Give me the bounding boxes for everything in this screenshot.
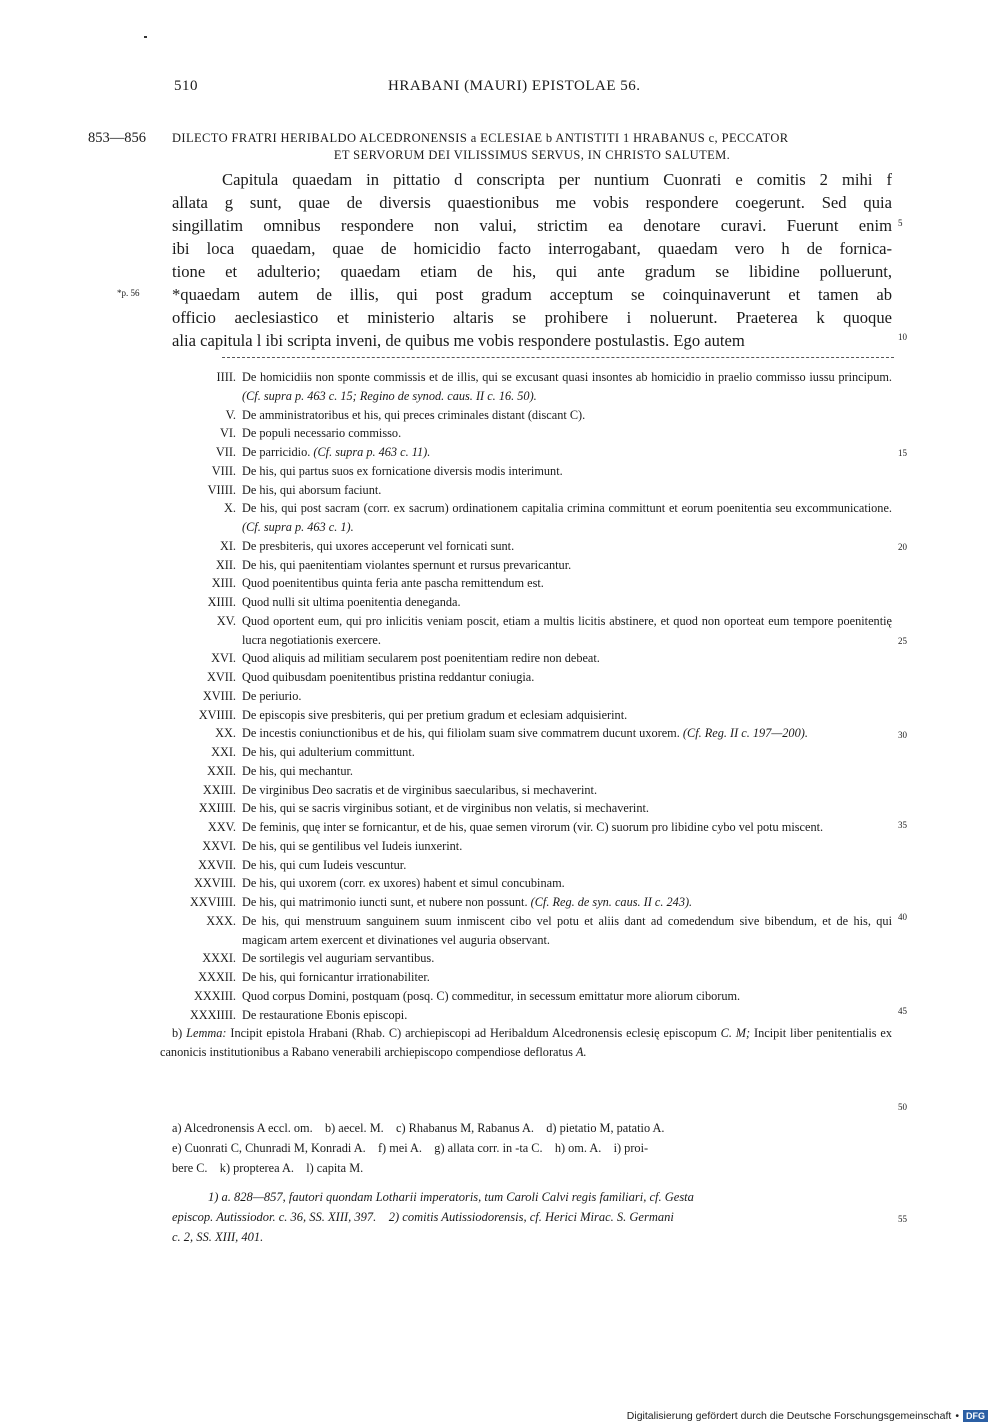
chapter-text: De his, qui se gentilibus vel Iudeis iunxerint.	[242, 838, 463, 853]
chapter-item	[160, 593, 892, 612]
chapter-item	[160, 781, 892, 800]
chapter-number: VIII.	[211, 463, 236, 478]
footer-text: Digitalisierung gefördert durch die Deutsche Forschungsgemeinschaft	[626, 1410, 952, 1422]
chapter-text: De periurio.	[242, 688, 302, 703]
lemma-siglum: C. M;	[720, 1026, 751, 1041]
chapter-text: De his, qui mechantur.	[242, 763, 353, 778]
chapter-text: De his, qui cum Iudeis vescuntur.	[242, 857, 407, 872]
chapter-item	[160, 799, 892, 818]
chapter-number: VII.	[215, 445, 236, 459]
chapter-item	[160, 556, 892, 575]
chapter-reference: (Cf. Reg. de syn. caus. II c. 243).	[530, 895, 693, 909]
body-line: singillatim omnibus respondere non valui, strictim ea denotare curavi. Fuerunt enim	[172, 216, 892, 235]
line-number: 5	[898, 218, 903, 228]
chapter-reference: (Cf. supra p. 463 c. 11).	[313, 445, 431, 459]
chapter-text: De restauratione Ebonis episcopi.	[242, 1007, 408, 1022]
lemma-text: Incipit epistola Hrabani (Rhab. C) archiepiscopi ad Heribaldum Alcedronensis eclesię episcopum	[230, 1026, 717, 1041]
chapter-item	[160, 874, 892, 893]
chapter-text: De his, qui post sacram (corr. ex sacrum) ordinationem capitalia crimina committunt et eorum poenitentia seu excommunicatione.	[242, 501, 892, 516]
chapter-list	[160, 368, 892, 1062]
line-number: 10	[898, 332, 907, 342]
chapter-number: XXIIII.	[198, 801, 236, 816]
apparatus-line: bere C. k) propterea A. l) capita M.	[172, 1161, 364, 1175]
chapter-text: De his, qui fornicantur irrationabiliter.	[242, 970, 430, 984]
bullet-icon: •	[955, 1410, 959, 1422]
chapter-item	[160, 706, 892, 725]
chapter-text: De incestis coniunctionibus et de his, qui filiolam suam sive commatrem ducunt uxorem.	[242, 726, 680, 741]
line-number: 35	[898, 820, 907, 830]
chapter-text: De homicidiis non sponte commissis et de illis, qui se excusant quasi insontes ab homicidio in praelio commisso iussu principum.	[242, 370, 892, 384]
chapter-item	[160, 537, 892, 556]
body-line: *quaedam autem de illis, qui post gradum acceptum se coinquinaverunt et tamen ab	[172, 285, 892, 304]
chapter-text: De his, qui aborsum faciunt.	[242, 482, 382, 497]
chapter-text: De virginibus Deo sacratis et de virginibus saecularibus, si mechaverint.	[242, 782, 598, 797]
chapter-reference: (Cf. supra p. 463 c. 15; Regino de synod. caus. II c. 16. 50).	[242, 388, 537, 403]
apparatus-line: a) Alcedronensis A eccl. om. b) aecel. M. c) Rhabanus M, Rabanus A. d) pietatio M, patatio A.	[172, 1121, 665, 1135]
chapter-text: De episcopis sive presbiteris, qui per pretium gradum et eclesiam adquisierint.	[242, 707, 628, 722]
chapter-number: XXXIII.	[193, 988, 236, 1003]
chapter-item	[160, 406, 892, 425]
chapter-number: XXVIIII.	[189, 895, 236, 909]
line-number: 30	[898, 730, 907, 740]
lemma-siglum: A.	[575, 1045, 587, 1059]
footnotes	[172, 1187, 892, 1247]
scan-speck	[144, 36, 147, 38]
line-number: 40	[898, 912, 907, 922]
chapter-number: XXI.	[211, 745, 236, 759]
chapter-text: De parricidio.	[242, 445, 311, 459]
running-title: HRABANI (MAURI) EPISTOLAE 56.	[388, 78, 641, 94]
chapter-number: XIII.	[211, 576, 236, 591]
chapter-number: XXV.	[207, 820, 236, 834]
chapter-item	[160, 912, 892, 950]
body-line: allata g sunt, quae de diversis quaestionibus me vobis respondere coegerunt. Sed quia	[172, 193, 892, 212]
chapter-item	[160, 856, 892, 875]
footnote-line: episcop. Autissiodor. c. 36, SS. XIII, 397. 2) comitis Autissiodorensis, cf. Herici Mirac. S. Germani	[172, 1210, 674, 1224]
chapter-number: XXX.	[206, 913, 236, 928]
chapter-text: De his, qui menstruum sanguinem suum inmiscent cibo vel potu et aliis dant ad comedendum sive bibendum, et de his, qui magicam artem exercent et divinationes vel auguria observant.	[242, 913, 892, 947]
dfg-footer	[627, 1410, 988, 1422]
chapter-number: XVI.	[211, 651, 236, 666]
chapter-text: De his, qui uxorem (corr. ex uxores) habent et simul concubinam.	[242, 876, 565, 891]
chapter-text: De populi necessario commisso.	[242, 426, 402, 441]
line-number: 20	[898, 542, 907, 552]
chapter-item	[160, 481, 892, 500]
chapter-item	[160, 443, 892, 462]
chapter-item	[160, 818, 892, 837]
chapter-item	[160, 724, 892, 743]
chapter-item	[160, 1006, 892, 1025]
lemma-note	[160, 1024, 892, 1062]
date-range: 853—856	[88, 130, 146, 146]
chapter-number: XV.	[216, 613, 236, 628]
separator-rule	[222, 357, 894, 358]
chapter-item	[160, 743, 892, 762]
chapter-reference: (Cf. supra p. 463 c. 1).	[242, 520, 354, 534]
chapter-text: De his, qui partus suos ex fornicatione diversis modis interimunt.	[242, 463, 563, 478]
chapter-text: Quod poenitentibus quinta feria ante pascha remittendum est.	[242, 576, 544, 591]
line-number: 25	[898, 636, 907, 646]
chapter-text: De sortilegis vel auguriam servantibus.	[242, 951, 435, 966]
chapter-number: XXII.	[206, 763, 236, 778]
chapter-reference: (Cf. Reg. II c. 197—200).	[682, 726, 808, 741]
chapter-number: XI.	[219, 538, 236, 553]
chapter-text: Quod aliquis ad militiam secularem post poenitentiam redire non debeat.	[242, 651, 600, 666]
chapter-number: XXVIII.	[193, 876, 236, 891]
chapter-text: Quod oportent eum, qui pro inlicitis veniam poscit, etiam a multis licitis abstinere, et quod non oporteat eum tempore poenitentię lucra negotiationis exercere.	[242, 613, 892, 647]
body-line: ibi loca quaedam, quae de homicidio facto interrogabant, quaedam vero h de fornica-	[172, 239, 892, 258]
chapter-item	[160, 968, 892, 987]
apparatus-line: e) Cuonrati C, Chunradi M, Konradi A. f) mei A. g) allata corr. in -ta C. h) om. A. i) proi-	[172, 1141, 649, 1155]
chapter-number: XXXI.	[202, 951, 236, 966]
chapter-item	[160, 424, 892, 443]
chapter-number: XX.	[215, 726, 236, 741]
chapter-number: X.	[224, 501, 236, 516]
chapter-item	[160, 649, 892, 668]
chapter-item	[160, 949, 892, 968]
chapter-number: IIII.	[216, 370, 236, 384]
chapter-number: XIIII.	[207, 595, 236, 609]
page-number: 510	[174, 78, 198, 94]
chapter-text: Quod quibusdam poenitentibus pristina reddantur coniugia.	[242, 670, 535, 684]
line-number: 15	[898, 448, 907, 458]
chapter-number: XXVII.	[198, 857, 236, 872]
chapter-item	[160, 499, 892, 537]
line-number: 55	[898, 1214, 907, 1224]
line-number: 45	[898, 1006, 907, 1016]
chapter-number: XVIII.	[202, 688, 236, 703]
chapter-text: De his, qui se sacris virginibus sotiant, et de virginibus non velatis, si mechaverint.	[242, 801, 649, 816]
lemma-text: Incipit liber penitentialis ex canonicis institutionibus a Rabano venerabili archiepiscopo compendiose defloratus	[160, 1026, 893, 1059]
chapter-text: De his, qui adulterium committunt.	[242, 745, 415, 759]
chapter-item	[160, 762, 892, 781]
chapter-number: XXVI.	[202, 838, 236, 853]
chapter-item	[160, 687, 892, 706]
chapter-item	[160, 893, 892, 912]
chapter-text: De amministratoribus et his, qui preces criminales distant (discant C).	[242, 407, 586, 422]
chapter-text: De his, qui paenitentiam violantes spernunt et rursus prevaricantur.	[242, 557, 572, 572]
chapter-text: De feminis, quę inter se fornicantur, et de his, quae semen virorum (vir. C) suorum pro libidine cybo vel potu miscent.	[242, 820, 824, 834]
lemma-mark: b)	[172, 1026, 183, 1041]
chapter-number: XVII.	[206, 670, 236, 684]
chapter-number: XII.	[215, 557, 236, 572]
body-line: alia capitula l ibi scripta inveni, de quibus me vobis respondere postulastis. Ego autem	[172, 331, 745, 350]
body-line: officio aeclesiastico et ministerio altaris se prohibere i noluerunt. Praeterea k quoque	[172, 308, 892, 327]
address-line-1: DILECTO FRATRI HERIBALDO ALCEDRONENSIS a ECLESIAE b ANTISTITI 1 HRABANUS c, PECCATOR	[172, 131, 789, 145]
body-line: Capitula quaedam in pittatio d conscripta per nuntium Cuonrati e comitis 2 mihi f	[222, 170, 892, 189]
dfg-logo: DFG	[963, 1410, 988, 1422]
lemma-label: Lemma:	[186, 1026, 227, 1041]
chapter-item	[160, 668, 892, 687]
chapter-number: VI.	[219, 426, 236, 441]
footnote-line: c. 2, SS. XIII, 401.	[172, 1230, 264, 1244]
chapter-number: XXIII.	[202, 782, 236, 797]
critical-apparatus	[172, 1118, 892, 1178]
chapter-item	[160, 837, 892, 856]
chapter-number: VIIII.	[207, 482, 236, 497]
line-number: 50	[898, 1102, 907, 1112]
chapter-text: Quod nulli sit ultima poenitentia deneganda.	[242, 595, 461, 609]
chapter-text: De presbiteris, qui uxores acceperunt vel fornicati sunt.	[242, 538, 515, 553]
chapter-number: V.	[225, 407, 236, 422]
chapter-item	[160, 368, 892, 406]
chapter-number: XVIIII.	[198, 707, 236, 722]
margin-page-reference: *p. 56	[117, 288, 140, 298]
letter-body	[172, 168, 892, 352]
chapter-item	[160, 462, 892, 481]
chapter-text: Quod corpus Domini, postquam (posq. C) commeditur, in secessum emittatur more aliorum ciborum.	[242, 988, 741, 1003]
body-line: tione et adulterio; quaedam etiam de his, qui ante gradum se libidine polluerunt,	[172, 262, 892, 281]
chapter-item	[160, 987, 892, 1006]
chapter-text: De his, qui matrimonio iuncti sunt, et nubere non possunt.	[242, 895, 528, 909]
chapter-item	[160, 574, 892, 593]
chapter-number: XXXIIII.	[189, 1007, 236, 1022]
chapter-number: XXXII.	[198, 970, 236, 984]
footnote-line: 1) a. 828—857, fautori quondam Lotharii imperatoris, tum Caroli Calvi regis familiari, cf. Gesta	[208, 1190, 694, 1204]
chapter-item	[160, 612, 892, 650]
address-line-2: ET SERVORUM DEI VILISSIMUS SERVUS, IN CHRISTO SALUTEM.	[333, 148, 731, 162]
